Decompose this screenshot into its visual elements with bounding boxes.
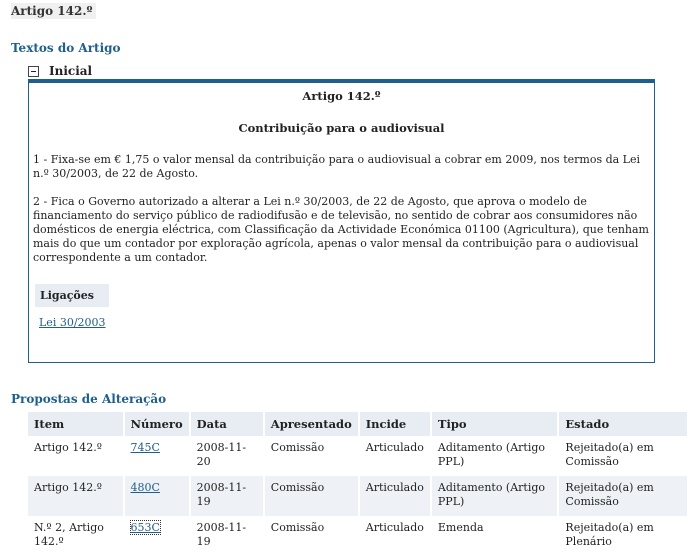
column-header-incide: Incide [359,412,431,436]
cell-data: 2008-11-19 [190,476,264,516]
article-text-panel [28,79,655,363]
cell-apresentado: Comissão [264,436,359,476]
cell-incide: Articulado [359,436,431,476]
cell-data: 2008-11-19 [190,516,264,556]
initial-text-label: Inicial [49,64,93,78]
collapse-minus-icon[interactable] [28,66,39,77]
law-link[interactable]: Lei 30/2003 [39,316,106,329]
table-row [28,436,688,476]
column-header-apresentado: Apresentado [264,412,359,436]
cell-numero [124,476,190,516]
proposal-link[interactable]: 480C [130,481,160,494]
cell-numero [124,436,190,476]
proposals-table [28,412,689,556]
article-subheading: Contribuição para o audiovisual [238,121,445,135]
proposal-link[interactable]: 653C [130,521,160,534]
cell-apresentado: Comissão [264,476,359,516]
article-heading: Artigo 142.º [302,89,381,103]
cell-estado: Rejeitado(a) em Plenário [558,516,688,556]
cell-tipo: Emenda [431,516,559,556]
cell-estado: Rejeitado(a) em Comissão [558,476,688,516]
page-title: Artigo 142.º [11,3,96,19]
cell-item: N.º 2, Artigo 142.º [28,516,124,556]
column-header-item: Item [28,412,124,436]
proposal-link[interactable]: 745C [130,441,160,454]
table-row [28,476,688,516]
column-header-tipo: Tipo [431,412,559,436]
cell-tipo: Aditamento (Artigo PPL) [431,436,559,476]
article-paragraph-2: 2 - Fica o Governo autorizado a alterar a Lei n.º 30/2003, de 22 de Agosto, que aprova o modelo de financiamento do serviço público de radiodifusão e de televisão, no sentido de cobrar aos consumidores não domésticos de energia eléctrica, com Classificação da Actividade Económica 01100 (Agricultura), que tenham mais do que um contador por exploração agrícola, apenas o valor mensal da contribuição para o audiovisual correspondente a um contador. [33,195,649,264]
table-header-row [28,412,688,436]
cell-item: Artigo 142.º [28,436,124,476]
column-header-data: Data [190,412,264,436]
links-heading: Ligações [35,284,109,307]
table-row [28,516,688,556]
texts-section-title: Textos do Artigo [11,41,121,55]
cell-numero [124,516,190,556]
cell-data: 2008-11-20 [190,436,264,476]
column-header-estado: Estado [558,412,688,436]
proposals-section-title: Propostas de Alteração [11,392,167,406]
cell-tipo: Aditamento (Artigo PPL) [431,476,559,516]
column-header-numero: Número [124,412,190,436]
cell-apresentado: Comissão [264,516,359,556]
cell-incide: Articulado [359,476,431,516]
article-paragraph-1: 1 - Fixa-se em € 1,75 o valor mensal da contribuição para o audiovisual a cobrar em 2009, nos termos da Lei n.º 30/2003, de 22 de Agosto. [33,153,641,180]
cell-estado: Rejeitado(a) em Comissão [558,436,688,476]
cell-item: Artigo 142.º [28,476,124,516]
cell-incide: Articulado [359,516,431,556]
initial-text-toggle[interactable] [28,64,92,78]
